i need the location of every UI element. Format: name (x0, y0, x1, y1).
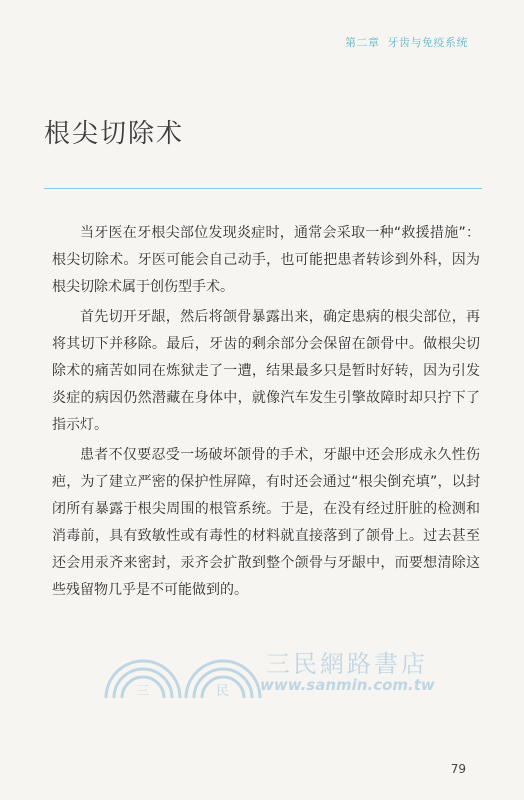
paragraph-2: 首先切开牙龈，然后将颌骨暴露出来，确定患病的根尖部位，再将其切下并移除。最后，牙齿的剩余部分会保留在颌骨中。做根尖切除术的痛苦如同在炼狱走了一遭，结果最多只是暂时好转，因为引发炎症的病因仍然潜藏在身体中，就像汽车发生引擎故障时却只拧下了指示灯。 (52, 309, 480, 433)
page-title: 根尖切除术 (44, 119, 185, 150)
watermark-url: www.sanmin.com.tw (260, 676, 435, 694)
watermark-char-left: 三 (136, 684, 150, 699)
title-divider (44, 188, 482, 189)
paragraph-1: 当牙医在牙根尖部位发现炎症时，通常会采取一种“救援措施”：根尖切除术。牙医可能会自己动手，也可能把患者转诊到外科，因为根尖切除术属于创伤型手术。 (52, 225, 480, 295)
watermark-name: 三民網路書店 (266, 650, 428, 678)
watermark (98, 640, 458, 702)
watermark-logo-icon (98, 640, 268, 702)
chapter-label: 第二章 (345, 36, 380, 49)
running-header (345, 34, 468, 50)
page-number: 79 (450, 762, 466, 776)
body-text (52, 220, 480, 607)
section-label: 牙齿与免疫系统 (387, 36, 468, 49)
paragraph-3: 患者不仅要忍受一场破坏颌骨的手术，牙龈中还会形成永久性伤疤，为了建立严密的保护性屏障，有时还会通过“根尖倒充填”，以封闭所有暴露于根尖周围的根管系统。于是，在没有经过肝脏的检测和消毒前，具有致敏性或有毒性的材料就直接落到了颌骨上。过去甚至还会用汞齐来密封，汞齐会扩散到整个颌骨与牙龈中，而要想清除这些残留物几乎是不可能做到的。 (52, 447, 480, 598)
watermark-char-right: 民 (216, 684, 230, 699)
